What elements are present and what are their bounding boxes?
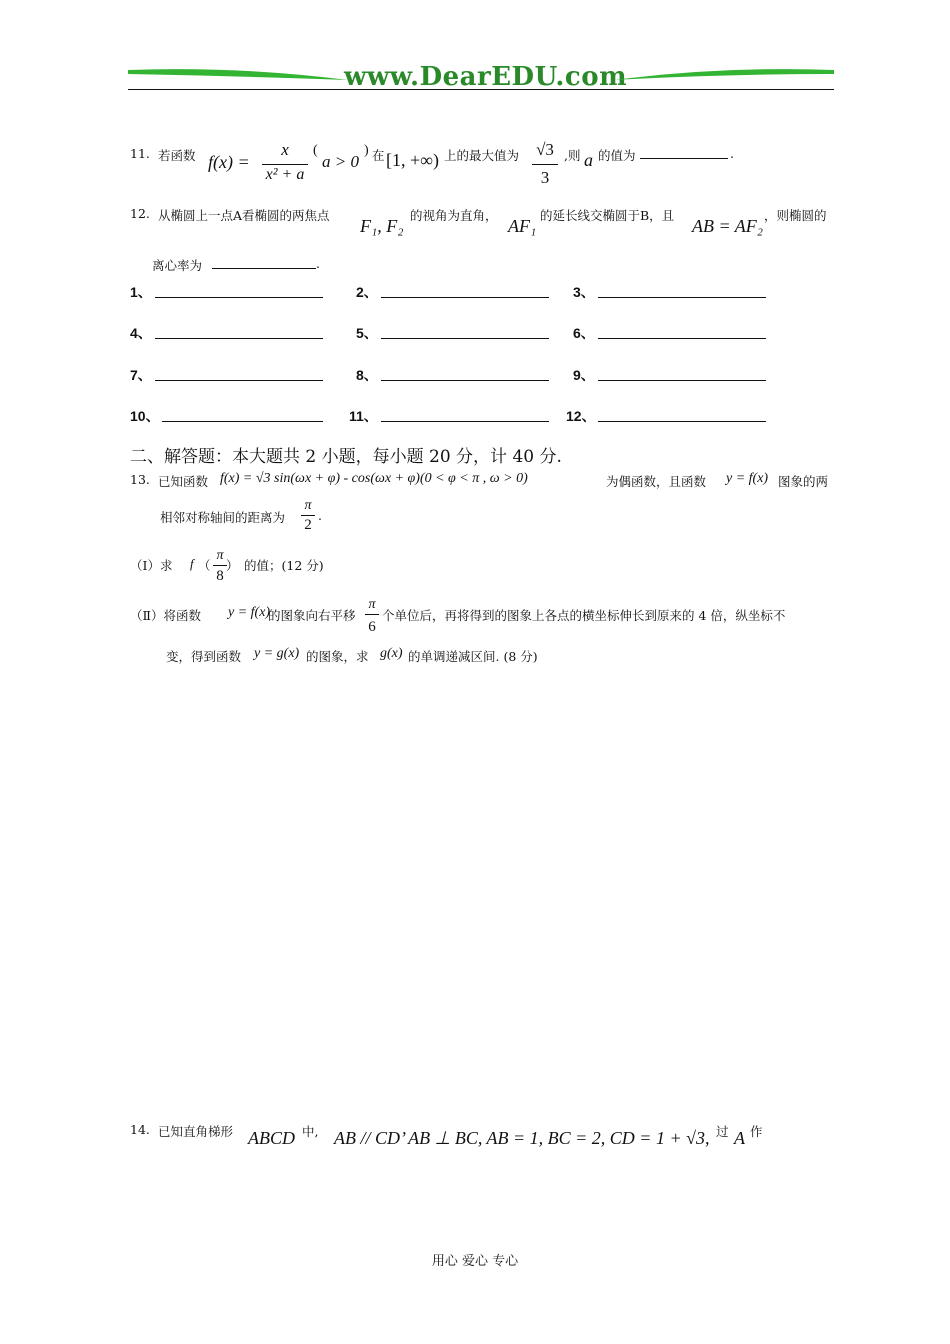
q13-part1-close: ）	[226, 558, 239, 573]
q13-part1-eight: 8	[216, 568, 224, 584]
q12-part2: 的视角为直角，	[410, 208, 498, 223]
q13-part1-bar	[213, 565, 227, 566]
q11-frac-den: x² + a	[265, 166, 305, 183]
q13-part2-label: （Ⅱ）将函数	[130, 608, 201, 623]
q11-frac-bar	[262, 164, 308, 165]
left-swoosh-icon	[128, 66, 348, 86]
q13-part2-bar	[365, 614, 379, 615]
answer-blank[interactable]	[598, 337, 766, 339]
q12-af1: AF₁	[508, 216, 537, 236]
q14-abcd: ABCD	[248, 1128, 295, 1148]
q11-tail: 的值为	[598, 148, 636, 163]
q11-cond: a > 0	[322, 152, 359, 171]
q14-number: 14.	[130, 1122, 150, 1137]
q11-max-text: 上的最大值为	[444, 148, 520, 163]
q11-three: 3	[540, 168, 550, 187]
q13-part1-open: （	[198, 558, 211, 573]
q14-guo: 过	[716, 1124, 729, 1139]
answer-blank[interactable]	[598, 379, 766, 381]
q11-cond-close: )	[364, 143, 369, 158]
q12-ab-eq: AB = AF₂	[692, 216, 764, 236]
q13-part1-pi: π	[216, 548, 224, 563]
q13-part2-b: 个单位后，再将得到的图象上各点的横坐标伸长到原来的 4 倍，纵坐标不	[382, 608, 786, 623]
q12-part1: 从椭圆上一点A看椭圆的两焦点	[158, 208, 330, 223]
answer-label: 8、	[356, 367, 378, 383]
q13-two: 2	[304, 517, 312, 533]
q13-mid: 为偶函数，且函数	[606, 474, 707, 489]
q13-part2-pi: π	[368, 597, 376, 612]
q13-tail: 图象的两	[778, 474, 829, 489]
answer-blank[interactable]	[598, 420, 766, 422]
q13-part1-tail: 的值；(12 分)	[244, 558, 324, 573]
q12-end: .	[316, 256, 320, 271]
q13-frac-bar	[301, 515, 315, 516]
q11-fx: f(x) =	[208, 152, 250, 172]
q11-cond-open: (	[313, 143, 318, 158]
header-rule	[128, 89, 834, 90]
answer-blank[interactable]	[381, 420, 549, 422]
q12-number: 12.	[130, 206, 150, 221]
q11-ze: ,则	[564, 148, 581, 163]
q11-lead: 若函数	[158, 148, 196, 163]
answer-label: 5、	[356, 325, 378, 341]
q11-number: 11.	[130, 146, 150, 161]
answer-label: 2、	[356, 284, 378, 300]
q13-lead: 已知函数	[158, 474, 209, 489]
q13-part2-line2c: 的单调递减区间. (8 分)	[408, 649, 538, 664]
q11-zai: 在	[372, 148, 385, 163]
answer-blank[interactable]	[381, 296, 549, 298]
q13-part2-line2b: 的图象，求	[306, 649, 369, 664]
q12-part3: 的延长线交椭圆于B，且	[540, 208, 675, 223]
q13-number: 13.	[130, 472, 150, 487]
q13-part2-yfx: y = f(x)	[228, 605, 271, 620]
q13-line2: 相邻对称轴间的距离为	[160, 510, 286, 525]
answer-blank[interactable]	[381, 379, 549, 381]
q13-part2-line2a: 变，得到函数	[166, 649, 242, 664]
q14-lead: 已知直角梯形	[158, 1124, 234, 1139]
right-swoosh-icon	[614, 66, 834, 86]
q11-end: .	[730, 146, 734, 161]
answer-label: 7、	[130, 367, 152, 383]
q13-yfx: y = f(x)	[726, 471, 769, 486]
q12-answer-blank	[212, 268, 316, 269]
q11-a: a	[584, 150, 593, 170]
answer-label: 9、	[573, 367, 595, 383]
q11-frac2-bar	[532, 164, 558, 165]
answer-blank[interactable]	[155, 379, 323, 381]
answer-label: 1、	[130, 284, 152, 300]
q12-line2: 离心率为	[152, 258, 203, 273]
page-footer: 用心 爱心 专心	[431, 1254, 519, 1269]
answer-blank[interactable]	[162, 420, 323, 422]
q11-frac-num: x	[281, 140, 289, 159]
q14-a: A	[734, 1128, 745, 1148]
q13-part2-a: 的图象向右平移	[268, 608, 356, 623]
q13-part2-ygx: y = g(x)	[254, 646, 300, 661]
q11-sqrt3: √3	[536, 140, 554, 159]
q14-cond: AB // CD’ AB ⊥ BC, AB = 1, BC = 2, CD = 1 + √3,	[334, 1128, 710, 1148]
q11-answer-blank	[640, 158, 728, 159]
q12-part4: ，则椭圆的	[764, 208, 827, 223]
answer-label: 10、	[130, 408, 160, 424]
answer-blank[interactable]	[381, 337, 549, 339]
answer-blank[interactable]	[155, 337, 323, 339]
section-2-title: 二、解答题：本大题共 2 小题，每小题 20 分，计 40 分.	[130, 447, 562, 467]
answer-label: 11、	[349, 408, 378, 424]
answer-blank[interactable]	[155, 296, 323, 298]
answer-label: 6、	[573, 325, 595, 341]
q14-zhong: 中,	[302, 1124, 319, 1139]
header	[128, 62, 834, 92]
answer-label: 12、	[566, 408, 596, 424]
q13-end: .	[318, 508, 322, 523]
q13-part1-label: （Ⅰ）求	[130, 558, 173, 573]
answer-label: 3、	[573, 284, 595, 300]
q13-formula: f(x) = √3 sin(ωx + φ) - cos(ωx + φ)(0 < φ < π , ω > 0)	[220, 471, 528, 486]
q13-pi: π	[304, 498, 312, 513]
q14-zuo: 作	[750, 1124, 763, 1139]
answer-label: 4、	[130, 325, 152, 341]
q13-part2-gx: g(x)	[380, 646, 403, 661]
q12-f1f2: F₁, F₂	[360, 216, 404, 236]
q13-part2-six: 6	[368, 619, 376, 635]
answer-blank[interactable]	[598, 296, 766, 298]
q13-part1-f: f	[190, 556, 194, 571]
q11-interval: [1, +∞)	[386, 150, 439, 170]
site-logo: www.DearEDU.com	[344, 62, 628, 92]
